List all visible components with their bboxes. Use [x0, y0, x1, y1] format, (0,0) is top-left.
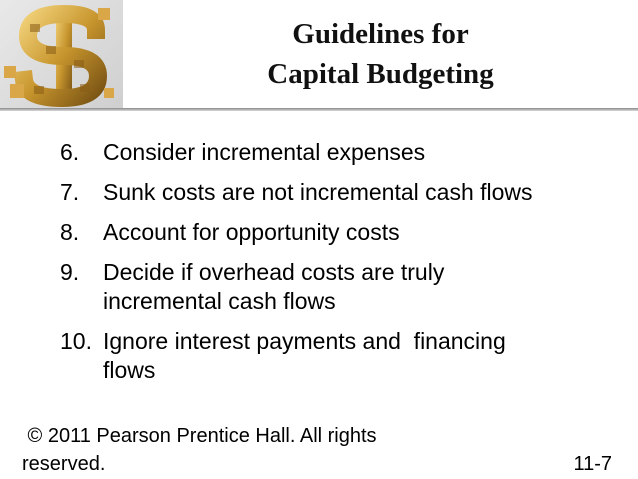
slide-number: 11-7: [573, 453, 612, 475]
item-text: Sunk costs are not incremental cash flows: [103, 179, 533, 205]
list-item: [60, 218, 620, 247]
copyright-notice: [22, 422, 442, 478]
item-number: 6.: [60, 139, 80, 165]
list-item: [60, 327, 620, 385]
item-text: Consider incremental expenses: [103, 139, 426, 165]
title-bar: [123, 0, 638, 108]
list-item: [60, 258, 620, 316]
slide-title: [123, 14, 638, 94]
copyright-line-2: reserved.: [22, 453, 106, 475]
copyright-line-1: © 2011 Pearson Prentice Hall. All rights: [22, 425, 377, 447]
title-line-2: Capital Budgeting: [267, 58, 494, 90]
title-line-1: Guidelines for: [292, 18, 469, 50]
item-number: 9.: [60, 259, 80, 285]
gold-dollar-sign-blocks-icon: [0, 0, 123, 108]
list-item: [60, 178, 620, 207]
item-number: 10.: [60, 328, 92, 354]
title-divider: [0, 108, 638, 111]
item-text: Account for opportunity costs: [103, 219, 400, 245]
item-text: Decide if overhead costs are truly incremental cash flows: [103, 259, 451, 314]
item-text: Ignore interest payments and financing flows: [103, 328, 513, 383]
item-number: 7.: [60, 179, 80, 205]
item-number: 8.: [60, 219, 80, 245]
list-item: [60, 138, 620, 167]
guideline-list: [60, 138, 620, 396]
